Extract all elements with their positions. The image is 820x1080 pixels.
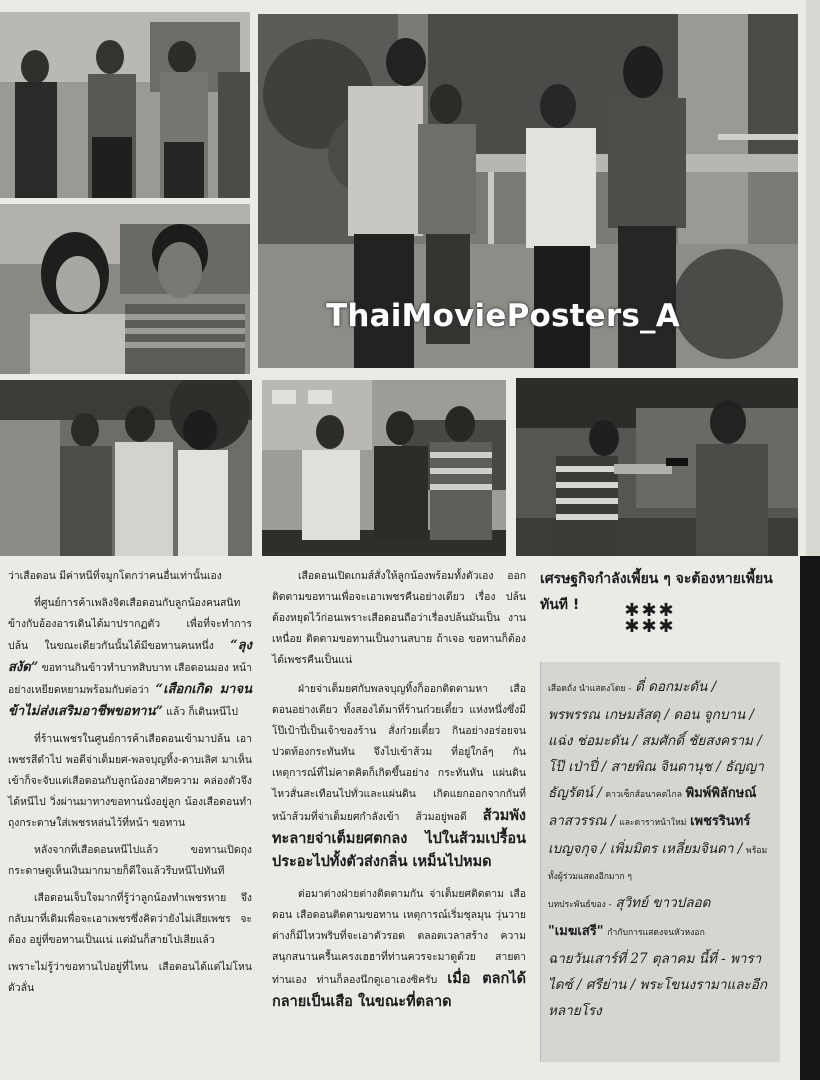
credits-line-1 <box>548 674 786 702</box>
credits-cast-5a: ธัญรัตน์ / <box>548 785 602 801</box>
col1-p2-quote: “เสือกเกิด มาจน ข้าไม่ส่งเสริมอาชีพขอทาน” <box>8 682 252 719</box>
credits-lead: เสือดถั่ง นำแสดงโดย - <box>548 684 632 694</box>
col1-p2-text-a: ที่ศูนย์การค้าเพลิงจิตเสือดอนกับลูกน้องคนสนิท ข้างกับอ้องอารเดินได้มาปรากฏตัว เพื่อที่จะทำการ ปล้น ในขณะเดียวกันนั้นได้มีขอทานคนหนึ่ง <box>8 597 252 652</box>
col1-paragraph-1: ว่าเสือดอน มีค่าหนีที่จมูกโตกว่าคนอื่นเท่านั้นเอง <box>8 570 222 582</box>
column-1 <box>8 566 252 1005</box>
column-2 <box>272 566 526 1020</box>
credits-line-10 <box>548 918 786 946</box>
credits-cast-5c: พิมพ์พิลักษณ์ <box>685 786 757 801</box>
credits-note-5b: ดาวเซ็กส์อนาคตไกล <box>605 790 682 800</box>
col2-p3-text: ต่อมาต่างฝ่ายต่างติดตามกัน จ่าเต็มยศติดตาม เสือดอน เสือดอนติดตามขอทาน เหตุการณ์เริ่มชุลมุน วุ่นวาย ต่างก็มีไหวพริบที่จะเอาตัวรอด ตลอดเวลาสร้าง ความสนุกสนานครื้นเครงเฮฮาที่ท่านควรจะมาดูด้วย สายตาท่านเอง ท่านก็ลองนึกดูเอาเองซิครับ <box>272 888 526 986</box>
credits-text <box>548 674 786 1024</box>
watermark: ThaiMoviePosters_A <box>326 298 680 334</box>
credits-line-4: โป๊ เป่าปี่ / สายพิณ จินดานุช / ธัญญา <box>548 759 764 775</box>
col1-paragraph-4: หลังจากที่เสือดอนหนีไปแล้ว ขอทานเปิดถุง กระดาษดูเห็นเงินมากมายก็ดีใจแล้วรีบหนีไปทันที <box>8 844 252 877</box>
col2-p3-highlight: เมื่อ ตลกได้กลายเป็นเสือ ในขณะที่ตลาด <box>272 971 527 1010</box>
col2-paragraph-3 <box>272 884 526 1014</box>
col2-p2-highlight: ส้วมพังทะลายจ่าเต็มยศตกลง ไปในส้วมเปรื้อนประอะไปทั้งตัวส่งกลิ่น เหม็นไปหมด <box>272 808 526 870</box>
credits-director-note: กำกับการแสดงจนหัวหงอก <box>607 928 705 938</box>
col2-paragraph-2 <box>272 679 526 874</box>
section-stars <box>620 600 680 637</box>
credits-line-5 <box>548 780 786 808</box>
credits-cast-6c: เพชรรินทร์ <box>690 814 751 829</box>
credits-cast-7: เบญจกุจ / เพิ่มมิตร เหลี่ยมจินดา / <box>548 841 743 857</box>
credits-line-8: ทั้งผู้ร่วมแสดงอีกมาก ๆ <box>548 872 632 882</box>
stars-row-2: ✱✱✱ <box>624 616 676 637</box>
stars-row-1: ✱✱✱ <box>624 600 676 621</box>
col1-paragraph-2 <box>8 593 252 723</box>
credits-line-12: ไดซ์ / ศรีย่าน / พระโขนงรามาและอีก <box>548 977 768 993</box>
credits-line-3: แฉ่ง ช่อมะดัน / สมศักดิ์ ชัยสงคราม / <box>548 733 762 749</box>
column-3-headline: เศรษฐกิจกำลังเพี้ยน ๆ จะต้องหายเพี้ยน ทันที ! <box>540 571 773 613</box>
credits-writer: สุวิทย์ ขาวปลอด <box>615 895 711 911</box>
col2-paragraph-1: เสือดอนเปิดเกมส์สั่งให้ลูกน้องพร้อมทั้งตัวเอง ออกติดตามขอทานเพื่อจะเอาเพชรคืนอย่างเดียว เรื่อง ปล้นต้องหยุดไว้ก่อนเพราะเสือดอนถือว่าเรื่องปล้นมันเป็น งานเหนื่อย ติดตามขอทานเป็นงานสบาย ถ้าเจอ ขอทานก็ต้องได้เพชรคืนเป็นแน่ <box>272 570 526 666</box>
credits-line-13: หลายโรง <box>548 1003 602 1019</box>
col1-p2-name: “ลุง สงัด” <box>8 638 252 675</box>
col1-p2-text-c: ขอทานกินข้าวทำบาทสิบบาท เสือดอนมอง หน้าอย่างเหยียดหยามพร้อมกับต่อว่า <box>8 662 252 696</box>
col1-paragraph-5: เสือดอนเจ็บใจมากที่รู้ว่าลูกน้องทำเพชรหาย จึงกลับมาที่เดิมเพื่อจะเอาเพชรซึ่งคิดว่ายังไม่เสียเพชร จะต้อง อยู่ที่ขอทานเป็นแน่ แต่มันก็สายไปเสียแล้ว <box>8 892 252 946</box>
photo-three-by-stairs <box>0 380 252 556</box>
photo-gun-standoff <box>516 378 798 556</box>
credits-cast-6a: ลาสวรรณ / <box>548 813 616 829</box>
credits-line-7 <box>548 836 786 864</box>
credits-note-7b: พร้อม <box>746 846 768 856</box>
credits-line-11: ฉายวันเสาร์ที่ 27 ตุลาคม นี้ที่ - พารา <box>548 951 762 967</box>
page-edge-top <box>806 0 820 556</box>
credits-line-6 <box>548 808 786 836</box>
col2-p2-text: ฝ่ายจ่าเต็มยศกับพลจบุญทิ้งก็ออกติดตามหา เสือ ดอนอย่างเดียว ทั้งสองได้มาที่ร้านก๋วยเตี๋ยว แห่งหนึ่งซึ่งมีโป๊เป้าปี่เป็นเจ้าของร้าน สั่งก๋วยเตี๋ยว กินอย่างอร่อยจนปวดท้องกระทันหัน จึงไปเข้าส้วม ที่อยู่ใกล้ๆ กัน เหตุการณ์ที่ไม่คาดคิดก็เกิดขึ้นอย่าง กระทันหัน แผ่นดินไหวสั่นสะเทือนไปทั่วและแผ่นดิน เกิดแยกออกจากกันที่หน้าส้วมที่จ่าเต็มยศกำลังเข้า ส้วมอยู่พอดี <box>272 683 526 823</box>
credits-writer-label: บทประพันธ์ของ - <box>548 900 612 910</box>
credits-cast-1: ดี่ ดอกมะดัน / <box>635 679 717 695</box>
col1-paragraph-6: เพราะไม่รู้ว่าขอทานไปอยู่ที่ไหน เสือดอนได้แต่ไม่โหน ตัวลั่น <box>8 961 252 994</box>
photo-woman-and-man <box>0 204 250 374</box>
page-edge-dark <box>800 556 820 1080</box>
col1-p2-text-e: แล้ว ก็เดินหนีไป <box>166 706 238 718</box>
credits-note-6b: และดาราหน้าใหม่ <box>619 818 687 828</box>
credits-line-9 <box>548 890 786 918</box>
credits-line-2: พรพรรณ เกษมลัสดุ / ดอน จูกบาน / <box>548 707 755 723</box>
credits-director: "เมฆเสรี" <box>548 924 604 939</box>
photo-four-men-standing <box>0 12 250 198</box>
photo-three-men-yard <box>262 380 506 556</box>
col1-paragraph-3: ที่ร้านเพชรในศูนย์การค้าเสือดอนเข้ามาปล้น เอา เพชรสีดำไป พอดีจ่าเต็มยศ-พลจบุญทิ้ง-ดาบเลิศ มาเห็นเข้าก็จะจับแต่เสือดอนกับลูกน้องอาศัยความ คล่องตัวจึงได้หนีไป วิ่งผ่านมาทางขอทานนั่งอยู่ลูก น้องเสือดอนทำถุงกระดาษใส่เพชรหล่นไว้ที่หน้า ขอทาน <box>8 733 252 829</box>
